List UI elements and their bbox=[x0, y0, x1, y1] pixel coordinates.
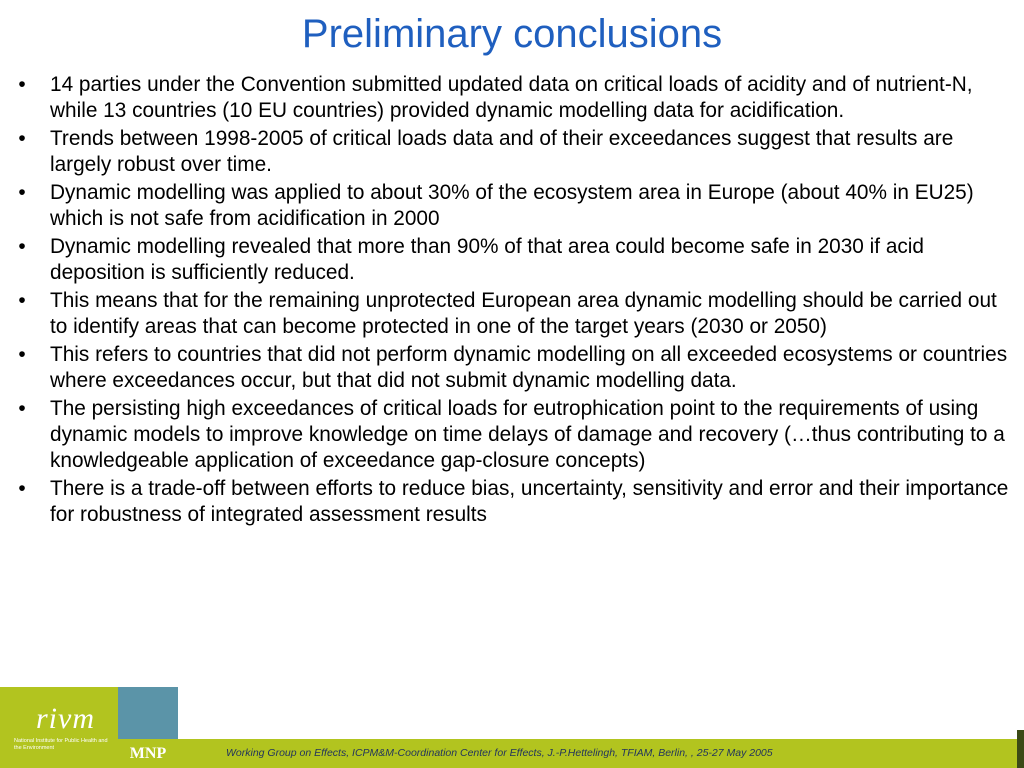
slide-title: Preliminary conclusions bbox=[301, 12, 723, 56]
bullet-text: The persisting high exceedances of critical loads for eutrophication point to the requirements of using dynamic models to improve knowledge on time delays of damage and recovery (…thus contributing to a knowledgeable application of exceedance gap-closure concepts) bbox=[50, 397, 1005, 472]
bullet-item bbox=[0, 234, 1024, 286]
bullet-item bbox=[0, 288, 1024, 340]
bullet-text: 14 parties under the Convention submitted updated data on critical loads of acidity and of nutrient-N, while 13 countries (10 EU countries) provided dynamic modelling data for acidification. bbox=[50, 73, 973, 122]
bullet-dot-icon: • bbox=[18, 397, 26, 420]
footer-text: Working Group on Effects, ICPM&M-Coordination Center for Effects, J.-P.Hettelingh, TFIAM, Berlin, , 25-27 May 2005 bbox=[226, 747, 773, 759]
bullet-item bbox=[0, 396, 1024, 474]
bullet-item bbox=[0, 342, 1024, 394]
bullet-item bbox=[0, 126, 1024, 178]
bullet-text: This refers to countries that did not perform dynamic modelling on all exceeded ecosystems or countries where exceedances occur, but that did not submit dynamic modelling data. bbox=[50, 343, 1008, 392]
rivm-logo: rivm bbox=[36, 702, 95, 735]
rivm-logo-subtitle: National Institute for Public Health and the Environment bbox=[14, 738, 108, 751]
bullet-dot-icon: • bbox=[18, 235, 26, 258]
bullet-dot-icon: • bbox=[18, 127, 26, 150]
bullet-dot-icon: • bbox=[18, 181, 26, 204]
bullet-dot-icon: • bbox=[18, 477, 26, 500]
bullet-dot-icon: • bbox=[18, 73, 26, 96]
bullet-list bbox=[0, 72, 1024, 530]
bullet-item bbox=[0, 476, 1024, 528]
bullet-text: There is a trade-off between efforts to reduce bias, uncertainty, sensitivity and error and their importance for robustness of integrated assessment results bbox=[50, 477, 1009, 526]
bullet-text: Dynamic modelling revealed that more than 90% of that area could become safe in 2030 if acid deposition is sufficiently reduced. bbox=[50, 235, 924, 284]
logo-accent-block bbox=[118, 687, 178, 739]
mnp-logo: MNP bbox=[129, 745, 167, 762]
bullet-text: Trends between 1998-2005 of critical loads data and of their exceedances suggest that results are largely robust over time. bbox=[50, 127, 954, 176]
footer-edge-accent bbox=[1017, 730, 1024, 768]
bullet-item bbox=[0, 180, 1024, 232]
bullet-text: This means that for the remaining unprotected European area dynamic modelling should be carried out to identify areas that can become protected in one of the target years (2030 or 2050) bbox=[50, 289, 997, 338]
bullet-dot-icon: • bbox=[18, 343, 26, 366]
bullet-text: Dynamic modelling was applied to about 30% of the ecosystem area in Europe (about 40% in EU25) which is not safe from acidification in 2000 bbox=[50, 181, 974, 230]
bullet-item bbox=[0, 72, 1024, 124]
bullet-dot-icon: • bbox=[18, 289, 26, 312]
